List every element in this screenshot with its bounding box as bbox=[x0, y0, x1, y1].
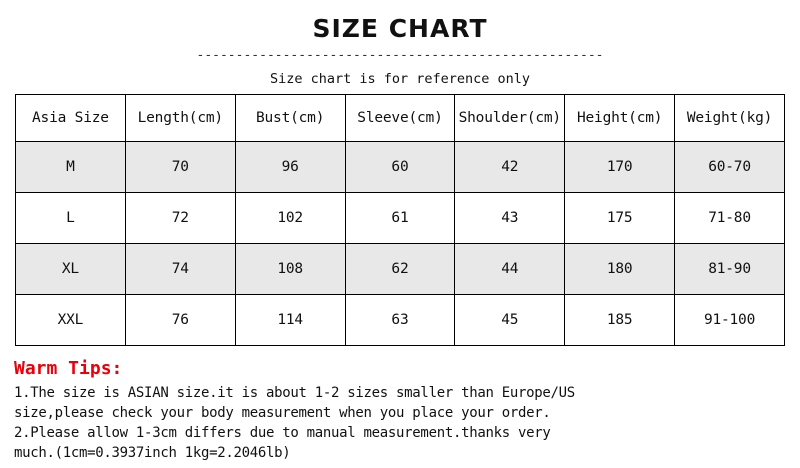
column-header-shoulder: Shoulder(cm) bbox=[455, 95, 565, 142]
dashed-divider: ---------------------------------------------------- bbox=[196, 48, 604, 63]
cell-shoulder: 43 bbox=[455, 193, 565, 244]
cell-length: 70 bbox=[125, 142, 235, 193]
cell-sleeve: 63 bbox=[345, 295, 455, 346]
column-header-length: Length(cm) bbox=[125, 95, 235, 142]
cell-size: XL bbox=[16, 244, 126, 295]
table-row bbox=[16, 142, 785, 193]
warm-tips-title: Warm Tips: bbox=[14, 358, 123, 379]
cell-sleeve: 62 bbox=[345, 244, 455, 295]
cell-length: 72 bbox=[125, 193, 235, 244]
cell-sleeve: 61 bbox=[345, 193, 455, 244]
cell-shoulder: 42 bbox=[455, 142, 565, 193]
warm-tips-line: 1.The size is ASIAN size.it is about 1-2 sizes smaller than Europe/US bbox=[14, 385, 575, 401]
cell-height: 180 bbox=[565, 244, 675, 295]
column-header-asia-size: Asia Size bbox=[16, 95, 126, 142]
cell-weight: 60-70 bbox=[675, 142, 785, 193]
warm-tips-line: 2.Please allow 1-3cm differs due to manual measurement.thanks very bbox=[14, 425, 551, 441]
cell-shoulder: 44 bbox=[455, 244, 565, 295]
warm-tips-section bbox=[0, 346, 800, 463]
cell-weight: 71-80 bbox=[675, 193, 785, 244]
cell-weight: 91-100 bbox=[675, 295, 785, 346]
column-header-sleeve: Sleeve(cm) bbox=[345, 95, 455, 142]
cell-shoulder: 45 bbox=[455, 295, 565, 346]
cell-bust: 96 bbox=[235, 142, 345, 193]
cell-bust: 102 bbox=[235, 193, 345, 244]
cell-bust: 114 bbox=[235, 295, 345, 346]
table-row bbox=[16, 244, 785, 295]
cell-size: M bbox=[16, 142, 126, 193]
cell-height: 175 bbox=[565, 193, 675, 244]
cell-bust: 108 bbox=[235, 244, 345, 295]
warm-tips-line: much.(1cm=0.3937inch 1kg=2.2046lb) bbox=[14, 445, 291, 461]
column-header-bust: Bust(cm) bbox=[235, 95, 345, 142]
table-row bbox=[16, 295, 785, 346]
size-chart-table bbox=[15, 94, 785, 346]
table-row bbox=[16, 193, 785, 244]
cell-height: 170 bbox=[565, 142, 675, 193]
cell-length: 74 bbox=[125, 244, 235, 295]
page-title: SIZE CHART bbox=[312, 14, 488, 43]
warm-tips-line: size,please check your body measurement when you place your order. bbox=[14, 405, 551, 421]
column-header-height: Height(cm) bbox=[565, 95, 675, 142]
cell-weight: 81-90 bbox=[675, 244, 785, 295]
cell-size: L bbox=[16, 193, 126, 244]
cell-sleeve: 60 bbox=[345, 142, 455, 193]
cell-height: 185 bbox=[565, 295, 675, 346]
column-header-weight: Weight(kg) bbox=[675, 95, 785, 142]
table-header-row bbox=[16, 95, 785, 142]
cell-size: XXL bbox=[16, 295, 126, 346]
chart-subtitle: Size chart is for reference only bbox=[269, 71, 531, 87]
cell-length: 76 bbox=[125, 295, 235, 346]
